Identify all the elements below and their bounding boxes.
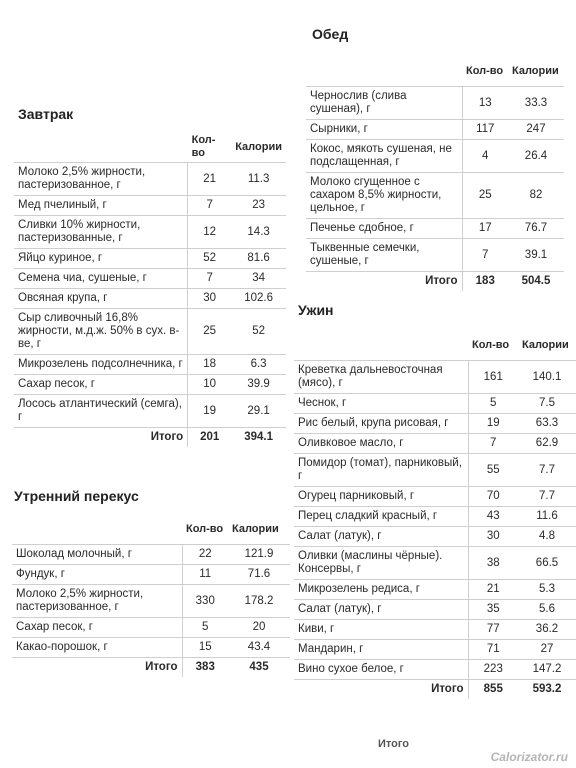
food-qty: 71: [468, 640, 518, 660]
food-qty: 7: [188, 196, 232, 216]
total-row: [306, 272, 564, 292]
food-name: Чеснок, г: [294, 394, 468, 414]
table-row: [294, 487, 576, 507]
food-qty: 5: [182, 618, 228, 638]
breakfast-table: [14, 132, 286, 447]
food-calories: 27: [518, 640, 576, 660]
food-qty: 25: [462, 173, 508, 219]
table-row: [14, 289, 286, 309]
table-row: [12, 565, 290, 585]
food-calories: 26.4: [508, 140, 564, 173]
food-name: Тыквенные семечки, сушеные, г: [306, 239, 462, 272]
table-row: [14, 309, 286, 355]
food-calories: 7.5: [518, 394, 576, 414]
total-row: [294, 680, 576, 700]
table-row: [12, 618, 290, 638]
table-row: [14, 269, 286, 289]
food-name: Мед пчелиный, г: [14, 196, 188, 216]
food-name: Сливки 10% жирности, пастеризованные, г: [14, 216, 188, 249]
dinner-section: [292, 296, 576, 768]
food-qty: 7: [188, 269, 232, 289]
total-row: [12, 658, 290, 678]
total-label: Итого: [14, 428, 188, 448]
food-qty: 5: [468, 394, 518, 414]
lunch-title: Обед: [312, 26, 349, 42]
food-qty: 30: [188, 289, 232, 309]
table-row: [294, 640, 576, 660]
food-name: Молоко 2,5% жирности, пастеризованное, г: [12, 585, 182, 618]
total-qty: 201: [188, 428, 232, 448]
cal-header: Калории: [522, 338, 569, 351]
table-row: [294, 394, 576, 414]
total-qty: 183: [462, 272, 508, 292]
food-calories: 247: [508, 120, 564, 140]
cal-header: Калории: [235, 140, 282, 153]
qty-header: Кол-во: [472, 338, 510, 351]
food-name: Овсяная крупа, г: [14, 289, 188, 309]
food-calories: 140.1: [518, 361, 576, 394]
table-row: [294, 454, 576, 487]
table-row: [306, 173, 564, 219]
food-name: Оливки (маслины чёрные). Консервы, г: [294, 547, 468, 580]
table-row: [306, 239, 564, 272]
food-calories: 4.8: [518, 527, 576, 547]
food-calories: 63.3: [518, 414, 576, 434]
food-calories: 43.4: [228, 638, 290, 658]
food-name: Лосось атлантический (семга), г: [14, 395, 188, 428]
food-name: Яйцо куриное, г: [14, 249, 188, 269]
food-name: Рис белый, крупа рисовая, г: [294, 414, 468, 434]
food-qty: 55: [468, 454, 518, 487]
table-row: [14, 395, 286, 428]
food-name: Мандарин, г: [294, 640, 468, 660]
snack-title: Утренний перекус: [14, 488, 139, 504]
table-row: [306, 120, 564, 140]
food-name: Молоко 2,5% жирности, пастеризованное, г: [14, 163, 188, 196]
total-qty: 855: [468, 680, 518, 700]
food-calories: 71.6: [228, 565, 290, 585]
qty-header: Кол-во: [466, 64, 504, 77]
total-label: Итого: [294, 680, 468, 700]
breakfast-title: Завтрак: [18, 106, 74, 122]
food-qty: 19: [188, 395, 232, 428]
food-name: Креветка дальневосточная (мясо), г: [294, 361, 468, 394]
food-qty: 117: [462, 120, 508, 140]
food-name: Фундук, г: [12, 565, 182, 585]
table-row: [12, 545, 290, 565]
table-row: [294, 660, 576, 680]
table-row: [294, 361, 576, 394]
food-calories: 29.1: [231, 395, 286, 428]
food-qty: 223: [468, 660, 518, 680]
food-calories: 5.6: [518, 600, 576, 620]
table-row: [14, 375, 286, 395]
cal-header: Калории: [232, 522, 279, 535]
table-row: [294, 600, 576, 620]
table-row: [294, 547, 576, 580]
total-calories: 593.2: [518, 680, 576, 700]
food-qty: 4: [462, 140, 508, 173]
total-label-shadow: Итого: [378, 738, 410, 750]
food-qty: 330: [182, 585, 228, 618]
total-calories: 394.1: [231, 428, 286, 448]
food-name: Кокос, мякоть сушеная, не подслащенная, г: [306, 140, 462, 173]
table-row: [14, 355, 286, 375]
food-qty: 30: [468, 527, 518, 547]
food-qty: 70: [468, 487, 518, 507]
food-calories: 39.1: [508, 239, 564, 272]
total-qty: 383: [182, 658, 228, 678]
lunch-table: [306, 56, 564, 291]
food-name: Молоко сгущенное с сахаром 8,5% жирности, цельное, г: [306, 173, 462, 219]
food-qty: 11: [182, 565, 228, 585]
food-name: Киви, г: [294, 620, 468, 640]
food-calories: 34: [231, 269, 286, 289]
table-row: [14, 163, 286, 196]
food-name: Помидор (томат), парниковый, г: [294, 454, 468, 487]
total-label: Итого: [12, 658, 182, 678]
snack-section: [12, 486, 292, 691]
food-calories: 33.3: [508, 87, 564, 120]
table-row: [14, 216, 286, 249]
food-calories: 147.2: [518, 660, 576, 680]
cal-header: Калории: [512, 64, 559, 77]
table-row: [294, 507, 576, 527]
food-calories: 39.9: [231, 375, 286, 395]
food-calories: 52: [231, 309, 286, 355]
food-name: Печенье сдобное, г: [306, 219, 462, 239]
food-qty: 10: [188, 375, 232, 395]
food-name: Микрозелень подсолнечника, г: [14, 355, 188, 375]
table-row: [14, 249, 286, 269]
food-qty: 21: [188, 163, 232, 196]
food-calories: 11.6: [518, 507, 576, 527]
food-calories: 81.6: [231, 249, 286, 269]
food-qty: 38: [468, 547, 518, 580]
snack-table: [12, 514, 290, 677]
total-calories: 435: [228, 658, 290, 678]
food-qty: 43: [468, 507, 518, 527]
food-calories: 82: [508, 173, 564, 219]
table-row: [294, 414, 576, 434]
food-calories: 36.2: [518, 620, 576, 640]
food-name: Огурец парниковый, г: [294, 487, 468, 507]
food-qty: 77: [468, 620, 518, 640]
food-qty: 13: [462, 87, 508, 120]
food-calories: 76.7: [508, 219, 564, 239]
table-row: [294, 434, 576, 454]
table-row: [14, 196, 286, 216]
total-calories: 504.5: [508, 272, 564, 292]
food-name: Вино сухое белое, г: [294, 660, 468, 680]
food-qty: 19: [468, 414, 518, 434]
food-name: Сырники, г: [306, 120, 462, 140]
food-calories: 66.5: [518, 547, 576, 580]
food-qty: 25: [188, 309, 232, 355]
food-name: Семена чиа, сушеные, г: [14, 269, 188, 289]
breakfast-section: [14, 100, 286, 490]
food-calories: 20: [228, 618, 290, 638]
food-qty: 22: [182, 545, 228, 565]
food-calories: 178.2: [228, 585, 290, 618]
food-qty: 15: [182, 638, 228, 658]
food-qty: 21: [468, 580, 518, 600]
table-row: [12, 585, 290, 618]
table-row: [294, 580, 576, 600]
total-row: [14, 428, 286, 448]
food-name: Чернослив (слива сушеная), г: [306, 87, 462, 120]
table-row: [306, 219, 564, 239]
qty-header: Кол-во: [191, 134, 216, 159]
table-row: [12, 638, 290, 658]
dinner-title: Ужин: [298, 302, 334, 318]
food-name: Микрозелень редиса, г: [294, 580, 468, 600]
total-label: Итого: [306, 272, 462, 292]
table-row: [294, 527, 576, 547]
food-calories: 23: [231, 196, 286, 216]
food-calories: 14.3: [231, 216, 286, 249]
table-row: [306, 87, 564, 120]
food-calories: 6.3: [231, 355, 286, 375]
food-calories: 62.9: [518, 434, 576, 454]
food-calories: 7.7: [518, 487, 576, 507]
food-qty: 7: [468, 434, 518, 454]
food-name: Какао-порошок, г: [12, 638, 182, 658]
food-calories: 11.3: [231, 163, 286, 196]
table-row: [306, 140, 564, 173]
food-qty: 52: [188, 249, 232, 269]
food-name: Перец сладкий красный, г: [294, 507, 468, 527]
food-name: Сахар песок, г: [14, 375, 188, 395]
lunch-section: [306, 20, 566, 287]
food-qty: 12: [188, 216, 232, 249]
food-qty: 17: [462, 219, 508, 239]
food-qty: 7: [462, 239, 508, 272]
table-row: [294, 620, 576, 640]
food-qty: 161: [468, 361, 518, 394]
food-calories: 102.6: [231, 289, 286, 309]
food-name: Шоколад молочный, г: [12, 545, 182, 565]
food-calories: 5.3: [518, 580, 576, 600]
watermark-logo: Calorizator.ru: [490, 750, 568, 764]
food-name: Сыр сливочный 16,8% жирности, м.д.ж. 50% в сух. в-ве, г: [14, 309, 188, 355]
food-name: Салат (латук), г: [294, 527, 468, 547]
food-name: Сахар песок, г: [12, 618, 182, 638]
food-qty: 18: [188, 355, 232, 375]
dinner-table: [294, 330, 576, 699]
food-qty: 35: [468, 600, 518, 620]
qty-header: Кол-во: [186, 522, 224, 535]
food-calories: 121.9: [228, 545, 290, 565]
food-name: Оливковое масло, г: [294, 434, 468, 454]
food-calories: 7.7: [518, 454, 576, 487]
food-name: Салат (латук), г: [294, 600, 468, 620]
